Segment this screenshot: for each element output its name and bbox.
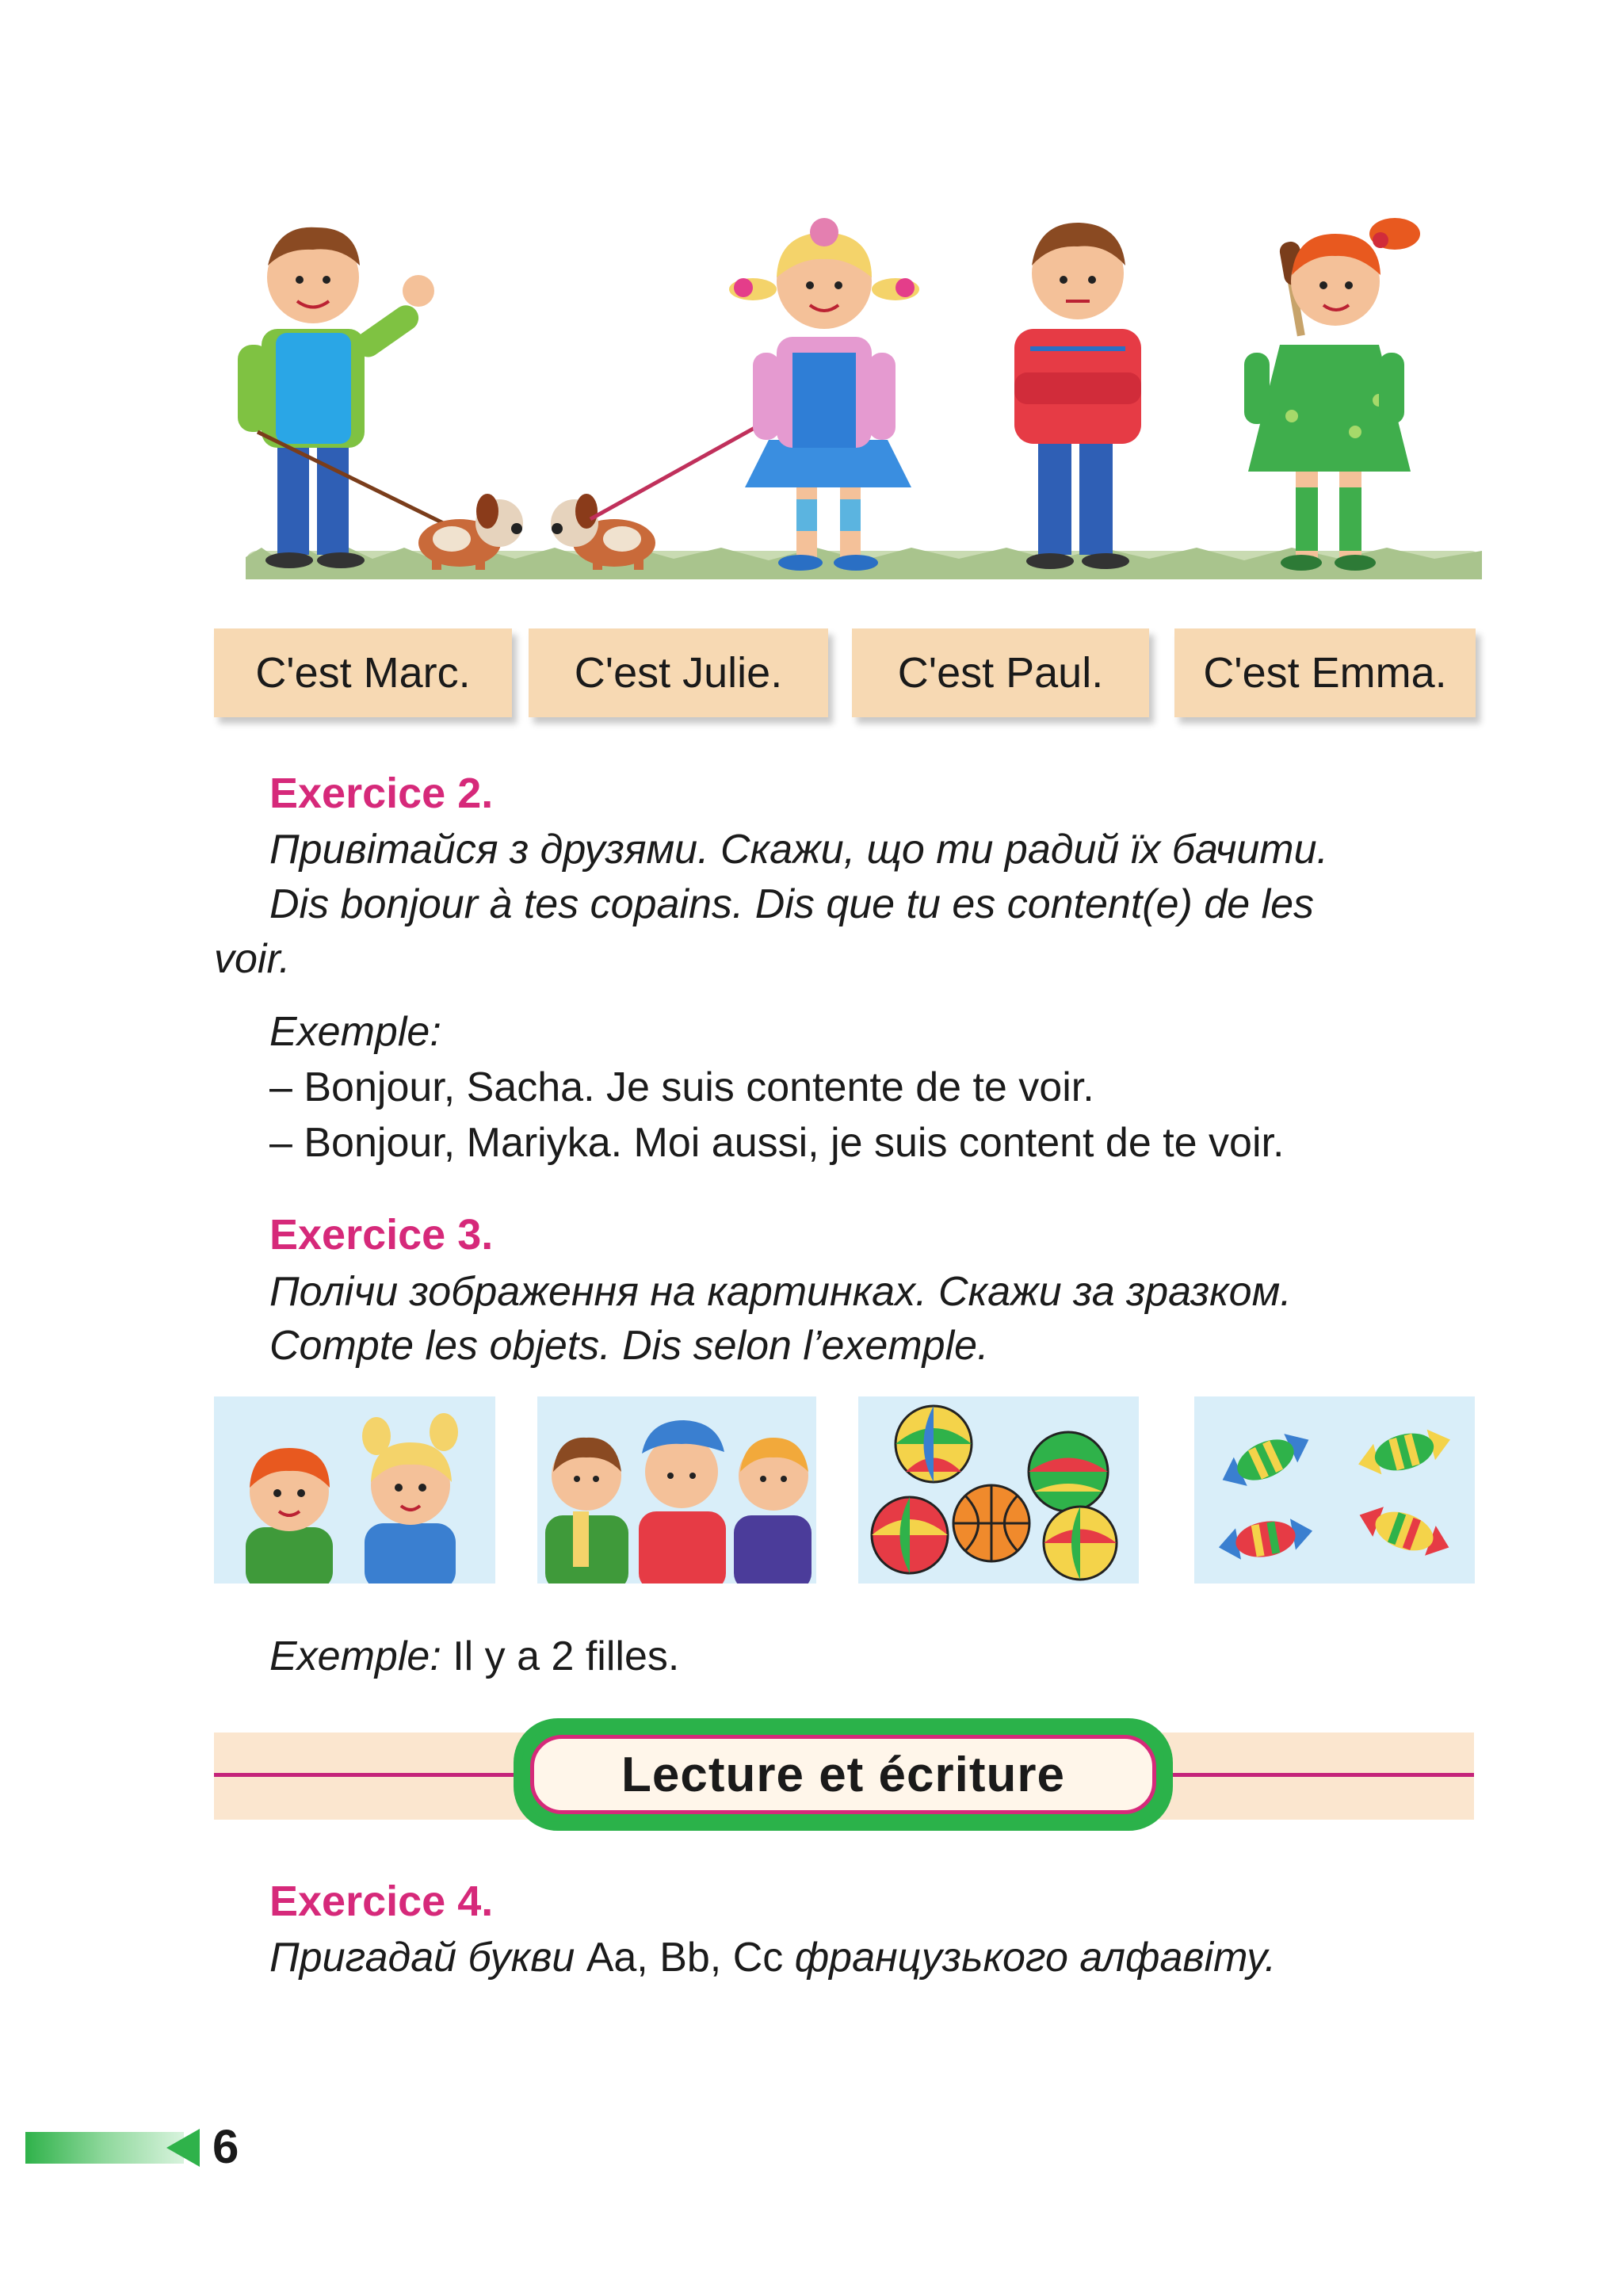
girl-1	[246, 1448, 333, 1584]
candy-3	[1216, 1514, 1316, 1564]
exercise-3-example-text: Il y a 2 filles.	[441, 1633, 680, 1679]
exercise-4-letters: Aa, Bb, Cc	[586, 1935, 784, 1981]
caption-paul: C'est Paul.	[852, 628, 1149, 717]
exercise-2-dialogue-line-2: – Bonjour, Mariyka. Moi aussi, je suis content de te voir.	[269, 1120, 1285, 1166]
caption-marc: C'est Marc.	[214, 628, 512, 717]
julie-figure	[729, 218, 919, 571]
page-number: 6	[212, 2120, 239, 2173]
caption-julie: C'est Julie.	[529, 628, 828, 717]
characters-illustration	[214, 202, 1482, 598]
exercise-3-example	[269, 1633, 679, 1680]
picture-two-girls	[214, 1396, 495, 1584]
page-arrow-icon	[166, 2129, 200, 2167]
exercise-2-title: Exercice 2.	[269, 770, 494, 817]
ball-3	[872, 1497, 948, 1573]
candy-4	[1354, 1499, 1455, 1564]
girl-2	[362, 1413, 458, 1584]
exercise-2-example-label: Exemple:	[269, 1009, 441, 1055]
ball-4	[953, 1485, 1029, 1561]
ball-2	[1029, 1432, 1108, 1511]
section-banner	[514, 1718, 1173, 1831]
exercise-4-instruction-part1: Пригадай букви	[269, 1935, 586, 1981]
emma-figure	[1244, 218, 1420, 571]
ball-1	[896, 1406, 972, 1482]
boy-3	[734, 1438, 812, 1584]
exercise-3-instruction-fr: Compte les objets. Dis selon l’exemple.	[269, 1323, 989, 1369]
picture-three-boys	[537, 1396, 816, 1584]
paul-figure	[1014, 223, 1141, 569]
candy-2	[1354, 1423, 1454, 1481]
exercise-4-title: Exercice 4.	[269, 1878, 494, 1925]
marc-figure	[238, 227, 434, 568]
exercise-3-title: Exercice 3.	[269, 1211, 494, 1259]
leash-line-2	[590, 420, 769, 519]
exercise-2-dialogue-line-1: – Bonjour, Sacha. Je suis contente de te voir.	[269, 1064, 1094, 1110]
section-title: Lecture et écriture	[530, 1735, 1156, 1814]
boy-2	[639, 1420, 726, 1584]
page-number-bar	[25, 2132, 184, 2164]
exercise-2-instruction-fr: Dis bonjour à tes copains. Dis que tu es content(e) de les	[269, 881, 1315, 927]
caption-emma: C'est Emma.	[1174, 628, 1476, 717]
exercise-3-example-label: Exemple:	[269, 1633, 441, 1679]
exercise-2-instruction-uk: Привітайся з друзями. Скажи, що ти радий їх бачити.	[269, 827, 1328, 873]
candy-1	[1215, 1424, 1316, 1496]
exercise-4-instruction-part2: французького алфавіту.	[783, 1935, 1277, 1981]
ball-5	[1044, 1507, 1117, 1580]
picture-five-balls	[858, 1396, 1139, 1584]
exercise-4-instruction	[269, 1934, 1276, 1981]
exercise-3-instruction-uk: Полічи зображення на картинках. Скажи за зразком.	[269, 1269, 1292, 1315]
picture-four-candies	[1194, 1396, 1475, 1584]
exercise-2-instruction-fr-cont: voir.	[214, 936, 291, 982]
boy-1	[545, 1438, 628, 1584]
